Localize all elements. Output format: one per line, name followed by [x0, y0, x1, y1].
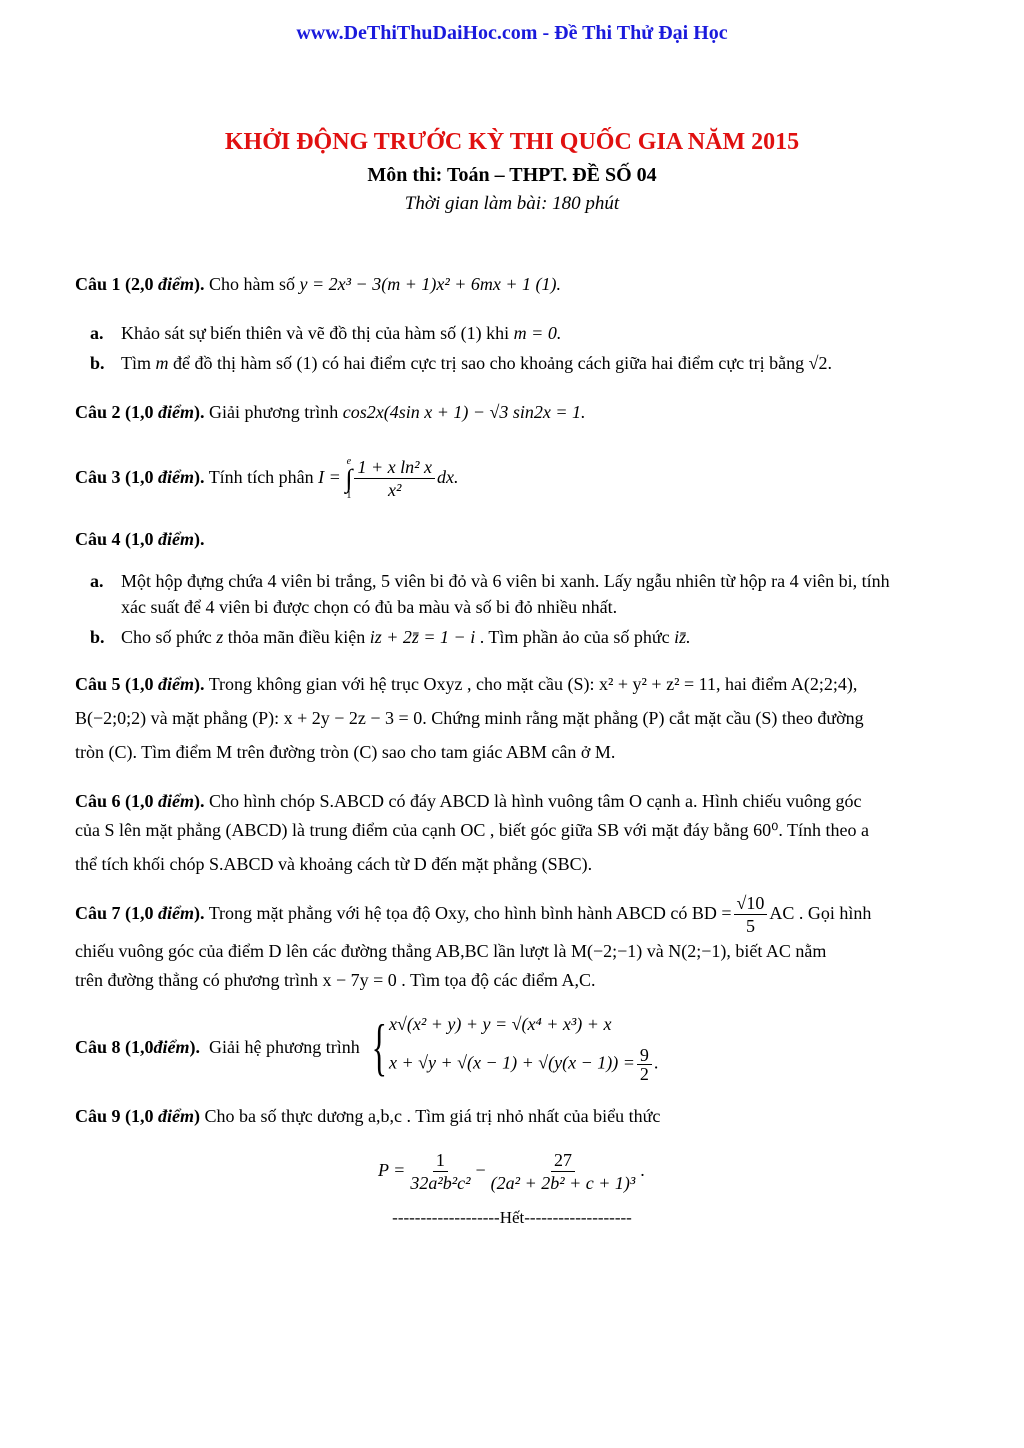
item-text: Cho số phức — [121, 627, 217, 647]
equation-2: x + √y + √(x − 1) + √(y(x − 1)) = — [388, 1052, 635, 1073]
question-5-line-3: tròn (C). Tìm điểm M trên đường tròn (C) sao cho tam giác ABM cân ở M. — [75, 742, 616, 762]
q-points: điểm — [158, 467, 195, 487]
formula: iz + 2z̄ = 1 − i — [369, 627, 476, 647]
minus-sign: − — [475, 1160, 486, 1180]
q-label: Câu 2 (1,0 — [75, 402, 159, 422]
q-label-end: ) — [194, 1106, 201, 1126]
q-label-end: ). — [194, 529, 205, 549]
q-label: Câu 5 (1,0 — [75, 674, 159, 694]
question-1b — [90, 351, 975, 375]
formula: m = 0. — [513, 323, 562, 343]
denominator: 32a²b²c² — [410, 1173, 471, 1194]
item-text: để đồ thị hàm số (1) có hai điểm cực trị sao cho khoảng cách giữa hai điểm cực trị bằng — [168, 353, 809, 373]
item-label: a. — [90, 571, 104, 591]
item-label: b. — [90, 353, 105, 373]
q-text: Cho hàm số — [204, 274, 300, 294]
item-label: a. — [90, 323, 104, 343]
upper-limit: e — [346, 455, 352, 467]
fraction — [354, 456, 435, 501]
formula: cos2x(4sin x + 1) − √3 sin2x = 1. — [342, 402, 586, 422]
item-text: thỏa mãn điều kiện — [223, 627, 370, 647]
item-text: Một hộp đựng chứa 4 viên bi trắng, 5 viên bi đỏ và 6 viên bi xanh. Lấy ngẫu nhiên từ hộp ra 4 viên bi, tính — [121, 571, 890, 591]
denominator: 2 — [639, 1063, 649, 1084]
question-4a — [90, 569, 975, 593]
formula: m — [155, 353, 169, 373]
exam-time: Thời gian làm bài: 180 phút — [404, 193, 620, 214]
q-text: Giải phương trình — [204, 402, 343, 422]
q-points: điểm — [158, 903, 195, 923]
fraction — [488, 1149, 639, 1194]
question-4a-cont: xác suất để 4 viên bi được chọn có đủ ba màu và số bi đỏ nhiều nhất. — [121, 597, 618, 617]
question-6-line-3: thể tích khối chóp S.ABCD và khoảng cách từ D đến mặt phẳng (SBC). — [75, 854, 593, 874]
numerator: √10 — [734, 892, 768, 915]
numerator: 27 — [551, 1149, 575, 1172]
denominator: 5 — [745, 916, 755, 937]
q-label: Câu 6 (1,0 — [75, 791, 159, 811]
denominator: (2a² + 2b² + c + 1)³ — [490, 1173, 636, 1194]
question-9 — [75, 1104, 975, 1128]
item-text: . Tìm phần ảo của số phức — [475, 627, 675, 647]
question-4 — [75, 527, 975, 551]
expression-p — [378, 1146, 1024, 1194]
question-2 — [75, 400, 975, 424]
fraction — [734, 892, 768, 937]
formula: I = — [318, 467, 341, 487]
question-8 — [75, 1012, 975, 1082]
formula: z — [216, 627, 224, 647]
question-6 — [75, 789, 975, 813]
period: . — [640, 1160, 645, 1180]
q-label-end: ). — [194, 903, 205, 923]
q-text: Cho ba số thực dương a,b,c . Tìm giá trị nhỏ nhất của biểu thức — [200, 1106, 661, 1126]
formula: √2. — [808, 353, 832, 373]
q-label-end: ). — [194, 467, 205, 487]
site-header-link[interactable]: www.DeThiThuDaiHoc.com - Đề Thi Thử Đại Học — [296, 22, 728, 44]
numerator: 1 — [433, 1149, 448, 1172]
q-label: Câu 3 (1,0 — [75, 467, 159, 487]
q-points: điểm — [158, 402, 195, 422]
q-label-end: ). — [194, 402, 205, 422]
q-label-end: ). — [189, 1037, 201, 1057]
fraction — [407, 1149, 473, 1194]
q-label: Câu 7 (1,0 — [75, 903, 159, 923]
item-label: b. — [90, 627, 105, 647]
formula: iz̄. — [674, 627, 691, 647]
q-points: điểm — [158, 529, 195, 549]
q-text: Giải hệ phương trình — [200, 1037, 365, 1057]
q-points: điểm — [158, 674, 195, 694]
item-text: Tìm — [121, 353, 156, 373]
numerator: 1 + x ln² x — [354, 456, 435, 479]
q-label: Câu 8 (1,0 — [75, 1037, 154, 1057]
q-label-end: ). — [194, 674, 205, 694]
q-points: điểm — [153, 1037, 190, 1057]
question-4b — [90, 625, 975, 649]
q-points: điểm — [158, 274, 195, 294]
lower-limit: 1 — [346, 489, 352, 501]
q-points: điểm — [158, 1106, 195, 1126]
denominator: x² — [388, 480, 402, 501]
equation-1: x√(x² + y) + y = √(x⁴ + x³) + x — [388, 1013, 612, 1034]
q-label-end: ). — [194, 274, 205, 294]
equation-system — [364, 1012, 658, 1083]
q-text: Trong mặt phẳng với hệ tọa độ Oxy, cho hình bình hành ABCD có BD = — [204, 903, 732, 923]
question-7 — [75, 889, 975, 937]
question-5 — [75, 672, 975, 696]
item-text: Khảo sát sự biến thiên và vẽ đồ thị của hàm số (1) khi — [121, 323, 514, 343]
fraction — [637, 1046, 652, 1083]
question-5-line-2: B(−2;0;2) và mặt phẳng (P): x + 2y − 2z − 3 = 0. Chứng minh rằng mặt phẳng (P) cắt mặt cầu (S) theo đường — [75, 708, 864, 728]
brace-icon: { — [371, 1011, 388, 1082]
question-3 — [75, 453, 975, 502]
q-label-end: ). — [194, 791, 205, 811]
formula: P = — [378, 1160, 406, 1180]
exam-title: KHỞI ĐỘNG TRƯỚC KỲ THI QUỐC GIA NĂM 2015 — [224, 129, 800, 155]
question-1a — [90, 321, 975, 345]
question-1 — [75, 272, 975, 296]
question-7-line-2: chiếu vuông góc của điểm D lên các đường thẳng AB,BC lần lượt là M(−2;−1) và N(2;−1), biết AC nằm — [75, 941, 827, 961]
integral-sign: e ∫ 1 — [345, 455, 353, 501]
end-marker: -------------------Hết------------------- — [392, 1208, 632, 1227]
q-label: Câu 1 (2,0 — [75, 274, 159, 294]
q-text: AC . Gọi hình — [769, 903, 872, 923]
q-points: điểm — [158, 791, 195, 811]
q-label: Câu 4 (1,0 — [75, 529, 159, 549]
q-text: Tính tích phân — [204, 467, 319, 487]
exam-subject: Môn thi: Toán – THPT. ĐỀ SỐ 04 — [367, 164, 657, 186]
question-6-line-2: của S lên mặt phẳng (ABCD) là trung điểm của cạnh OC , biết góc giữa SB với mặt đáy bằng 60⁰. Tính theo a — [75, 820, 869, 840]
numerator: 9 — [637, 1046, 652, 1065]
formula: dx. — [436, 467, 459, 487]
q-text: Cho hình chóp S.ABCD có đáy ABCD là hình vuông tâm O cạnh a. Hình chiếu vuông góc — [204, 791, 862, 811]
formula: y = 2x³ − 3(m + 1)x² + 6mx + 1 (1). — [299, 274, 561, 294]
q-text: Trong không gian với hệ trục Oxyz , cho mặt cầu (S): x² + y² + z² = 11, hai điểm A(2;2;4), — [204, 674, 858, 694]
q-label: Câu 9 (1,0 — [75, 1106, 159, 1126]
period: . — [653, 1052, 659, 1073]
question-7-line-3: trên đường thẳng có phương trình x − 7y = 0 . Tìm tọa độ các điểm A,C. — [75, 970, 596, 990]
